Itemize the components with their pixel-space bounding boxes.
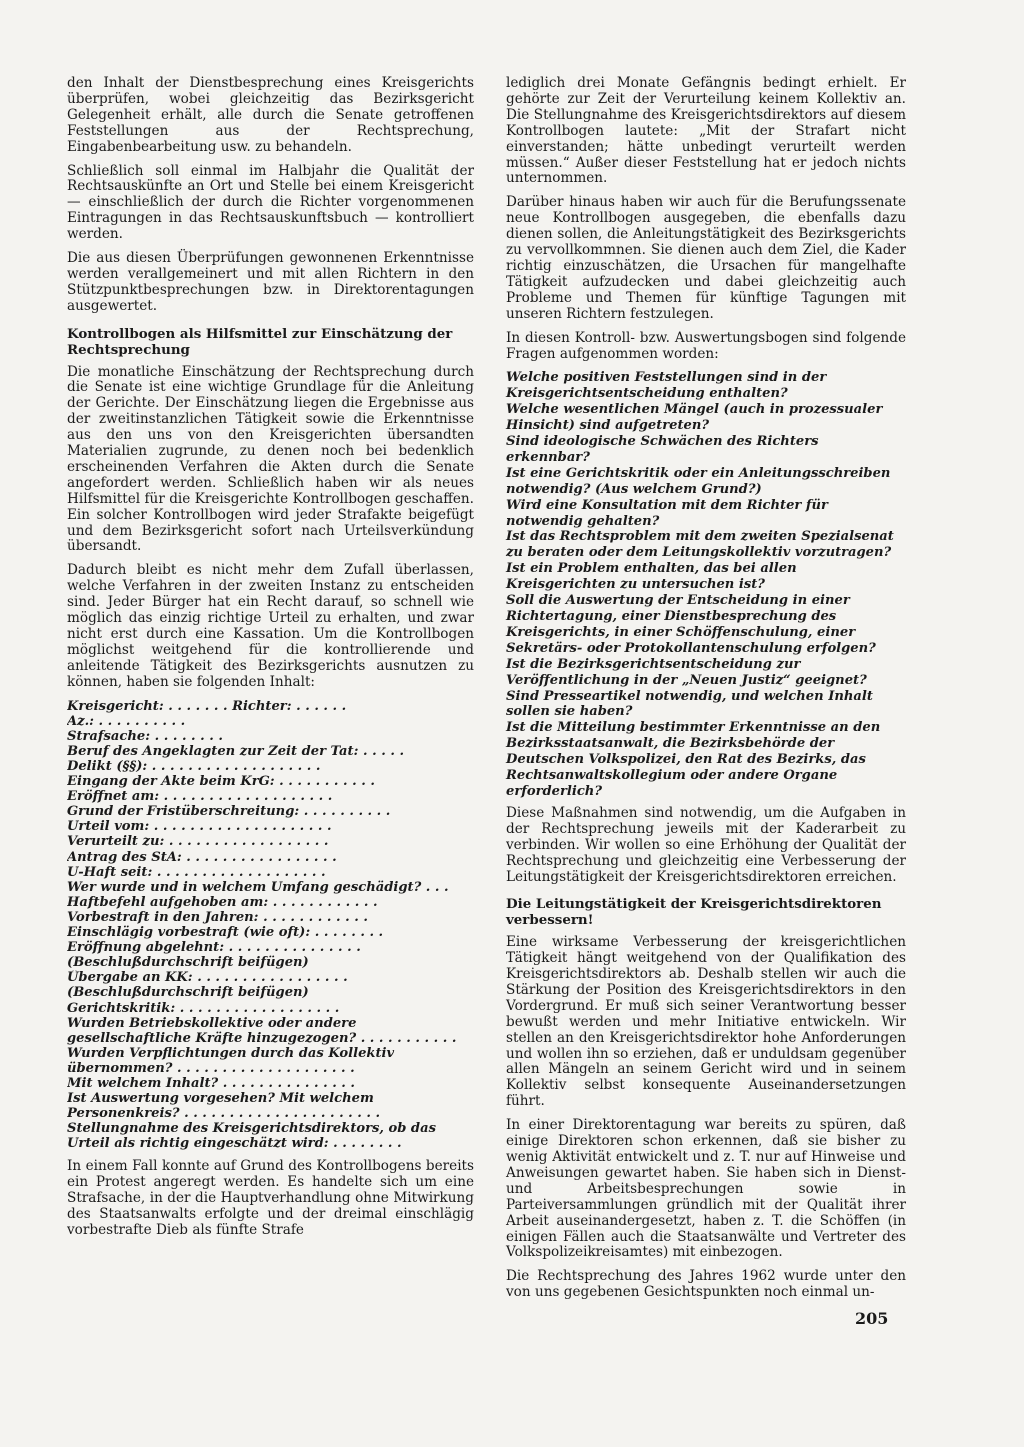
paragraph: In einer Direktorentagung war bereits zu spüren, daß einige Direktoren schon erkennen, daß sie bisher zu wenig Aktivität entwickelt und z. T. nur auf Hinweise und Anweisungen gewartet haben. Sie haben sich in Dienst- und Arbeitsbesprechungen sowie in Parteiversammlungen gründlich mit der Qualität ihrer Arbeit auseinandergesetzt, haben z. T. die Schöffen (in einigen Fällen auch die Staatsanwälte und Vertreter des Volkspolizeikreisamtes) mit einbezogen.	[506, 1117, 906, 1261]
form-field-note: (Beschlußdurchschrift beifügen)	[67, 985, 309, 1001]
form-field: Beruf des Angeklagten zur Zeit der Tat: . . . . .	[67, 743, 404, 759]
paragraph: Eine wirksame Verbesserung der kreisgerichtlichen Tätigkeit hängt weitgehend von der Qualifikation des Kreisgerichtsdirektors ab. Deshalb stellen wir auch die Stärkung der Position des Kreisgerichtsdirektors in den Vordergrund. Er muß sich seiner Verantwortung besser bewußt werden und mehr Initiative entwickeln. Wir stellen an den Kreisgerichtsdirektor hohe Anforderungen und wollen ihn so erziehen, daß er unduldsam gegenüber allen Mängeln an seinem Gericht wird und in seinem Kollektiv selbst konsequente Auseinandersetzungen führt.	[506, 934, 906, 1110]
section-heading: Die Leitungstätigkeit der Kreisgerichtsdirektoren verbessern!	[506, 896, 882, 929]
form-field: Wurden Betriebskollektive oder andere gesellschaftliche Kräfte hinzugezogen? . . . . . . . . . . .	[67, 1015, 457, 1046]
form-field: Wurden Verpflichtungen durch das Kollektiv übernommen? . . . . . . . . . . . . . . . . . . . .	[67, 1045, 395, 1076]
question-item: Welche positiven Feststellungen sind in der Kreisgerichtsentscheidung enthalten?	[506, 370, 827, 402]
paragraph: den Inhalt der Dienstbesprechung eines Kreisgerichts überprüfen, wobei gleichzeitig das Bezirksgericht Gelegenheit erhält, alle durch die Senate getroffenen Feststellungen aus der Rechtsprechung, Eingabenbearbeitung usw. zu behandeln.	[67, 75, 474, 155]
form-field: Antrag des StA: . . . . . . . . . . . . . . . . .	[67, 849, 337, 865]
form-field: Mit welchem Inhalt? . . . . . . . . . . . . . . .	[67, 1075, 355, 1091]
question-item: Ist ein Problem enthalten, das bei allen Kreisgerichten zu untersuchen ist?	[506, 561, 797, 593]
form-field: Verurteilt zu: . . . . . . . . . . . . . . . . . .	[67, 834, 329, 850]
right-column	[506, 76, 906, 1309]
form-field: U-Haft seit: . . . . . . . . . . . . . . . . . . .	[67, 864, 326, 880]
paragraph: Darüber hinaus haben wir auch für die Berufungssenate neue Kontrollbogen ausgegeben, die ebenfalls dazu dienen sollen, die Anleitungstätigkeit des Bezirksgerichts zu vervollkommnen. Sie dienen auch dem Ziel, die Kader richtig einzuschätzen, die Ursachen für mangelhafte Tätigkeit aufzudecken und dabei gleichzeitig auch Probleme und Themen für künftige Tagungen mit unseren Richtern festzulegen.	[506, 194, 906, 322]
paragraph: Die Rechtsprechung des Jahres 1962 wurde unter den von uns gegebenen Gesichtspunkten noch einmal un-	[506, 1268, 906, 1301]
question-item: Ist die Mitteilung bestimmter Erkenntnisse an den Bezirksstaatsanwalt, die Bezirksbehörde der Deutschen Volkspolizei, den Rat des Bezirks, das Rechtsanwaltskollegium oder andere Organe erforderlich?	[506, 720, 881, 799]
form-field: Wer wurde und in welchem Umfang geschädigt? . . .	[67, 879, 449, 895]
paragraph: Dadurch bleibt es nicht mehr dem Zufall überlassen, welche Verfahren in der zweiten Instanz zu entscheiden sind. Jeder Bürger hat ein Recht darauf, so schnell wie möglich das einzig richtige Urteil zu erhalten, und zwar nicht erst durch eine Kassation. Um die Kontrollbogen möglichst weitgehend für die kontrollierende und anleitende Tätigkeit des Bezirksgerichts ausnutzen zu können, haben sie folgenden Inhalt:	[67, 562, 474, 690]
control-form-fields	[67, 699, 474, 1152]
form-field: Grund der Fristüberschreitung: . . . . . . . . . .	[67, 804, 391, 820]
paragraph: In diesen Kontroll- bzw. Auswertungsbogen sind folgende Fragen aufgenommen worden:	[506, 329, 906, 362]
paragraph: Die monatliche Einschätzung der Rechtsprechung durch die Senate ist eine wichtige Grundlage für die Anleitung der Gerichte. Der Einschätzung liegen die Ergebnisse aus der zweitinstanzlichen Tätigkeit sowie die Erkenntnisse aus den uns von den Kreisgerichten übersandten Materialien zugrunde, zu denen noch bei bedenklich erscheinenden Verfahren die Akten durch die Senate angefordert werden. Schließlich haben wir als neues Hilfsmittel für die Kreisgerichte Kontrollbogen geschaffen. Ein solcher Kontrollbogen wird jeder Strafakte beigefügt und dem Bezirksgericht sofort nach Urteilsverkündung übersandt.	[67, 363, 474, 555]
section-heading: Kontrollbogen als Hilfsmittel zur Einschätzung der Rechtsprechung	[67, 325, 453, 358]
question-item: Wird eine Konsultation mit dem Richter für notwendig gehalten?	[506, 497, 828, 529]
paragraph: Schließlich soll einmal im Halbjahr die Qualität der Rechtsauskünfte an Ort und Stelle bei einem Kreisgericht — einschließlich der durch die Richter vorgenommenen Eintragungen in das Rechtsauskunftsbuch — kontrolliert werden.	[67, 162, 474, 243]
form-field-note: (Beschlußdurchschrift beifügen)	[67, 955, 309, 971]
question-item: Sind Presseartikel notwendig, und welchen Inhalt sollen sie haben?	[506, 688, 873, 720]
question-item: Welche wesentlichen Mängel (auch in prozessualer Hinsicht) sind aufgetreten?	[506, 402, 883, 434]
form-field: Eröffnung abgelehnt: . . . . . . . . . . . . . . .	[67, 940, 361, 956]
form-field: Urteil vom: . . . . . . . . . . . . . . . . . . . .	[67, 819, 332, 835]
question-list	[506, 370, 906, 799]
paragraph: Die aus diesen Überprüfungen gewonnenen Erkenntnisse werden verallgemeinert und mit allen Richtern in den Stützpunktbesprechungen bzw. in Direktorentagungen ausgewertet.	[67, 250, 474, 314]
page-number: 205	[855, 1309, 889, 1328]
question-item: Soll die Auswertung der Entscheidung in einer Richtertagung, einer Dienstbesprechung des Kreisgerichts, in einer Schöffenschulung, einer Sekretärs- oder Protokollantenschulung erfolgen?	[506, 593, 876, 656]
form-field: Haftbefehl aufgehoben am: . . . . . . . . . . . .	[67, 894, 378, 910]
form-field: Eingang der Akte beim KrG: . . . . . . . . . . .	[67, 774, 375, 790]
form-field: Einschlägig vorbestraft (wie oft): . . . . . . . .	[67, 925, 384, 941]
form-field: Kreisgericht: . . . . . . . Richter: . . . . . .	[67, 698, 347, 714]
form-field: Stellungnahme des Kreisgerichtsdirektors, ob das Urteil als richtig eingeschätzt wird: . . . . . . . .	[67, 1121, 436, 1152]
form-field: Vorbestraft in den Jahren: . . . . . . . . . . . .	[67, 909, 368, 925]
left-column	[67, 76, 474, 1247]
form-field: Delikt (§§): . . . . . . . . . . . . . . . . . . .	[67, 759, 321, 774]
paragraph: Diese Maßnahmen sind notwendig, um die Aufgaben in der Rechtsprechung jeweils mit der Kaderarbeit zu verbinden. Wir wollen so eine Erhöhung der Qualität der Rechtsprechung und gleichzeitig eine Verbesserung der Leitungstätigkeit der Kreisgerichtsdirektoren erreichen.	[506, 804, 906, 885]
form-field: Ist Auswertung vorgesehen? Mit welchem Personenkreis? . . . . . . . . . . . . . . . . . . . . . .	[67, 1091, 381, 1122]
question-item: Sind ideologische Schwächen des Richters erkennbar?	[506, 434, 819, 465]
form-field: Eröffnet am: . . . . . . . . . . . . . . . . . . .	[67, 789, 333, 805]
question-item: Ist die Bezirksgerichtsentscheidung zur Veröffentlichung in der „Neuen Justiz“ geeignet?	[506, 656, 867, 688]
form-field: Strafsache: . . . . . . . .	[67, 728, 223, 744]
question-item: Ist eine Gerichtskritik oder ein Anleitungsschreiben notwendig? (Aus welchem Grund?)	[506, 465, 891, 497]
question-item: Ist das Rechtsproblem mit dem zweiten Spezialsenat zu beraten oder dem Leitungskollektiv vorzutragen?	[506, 529, 894, 561]
paragraph: In einem Fall konnte auf Grund des Kontrollbogens bereits ein Protest angeregt werden. Es handelte sich um eine Strafsache, in der die Hauptverhandlung ohne Mitwirkung des Staatsanwalts erfolgte und der dreimal einschlägig vorbestrafte Dieb als fünfte Strafe	[67, 1158, 474, 1239]
form-field: Gerichtskritik: . . . . . . . . . . . . . . . . . .	[67, 1000, 340, 1016]
paragraph: lediglich drei Monate Gefängnis bedingt erhielt. Er gehörte zur Zeit der Verurteilung keinem Kollektiv an. Die Stellungnahme des Kreisgerichtsdirektors auf diesem Kontrollbogen lautete: „Mit der Strafart nicht einverstanden; hätte unbedingt verurteilt werden müssen.“ Außer dieser Feststellung hat er jedoch nichts unternommen.	[506, 75, 906, 187]
form-field: Az.: . . . . . . . . . .	[67, 713, 186, 729]
form-field: Übergabe an KK: . . . . . . . . . . . . . . . . .	[67, 970, 348, 986]
